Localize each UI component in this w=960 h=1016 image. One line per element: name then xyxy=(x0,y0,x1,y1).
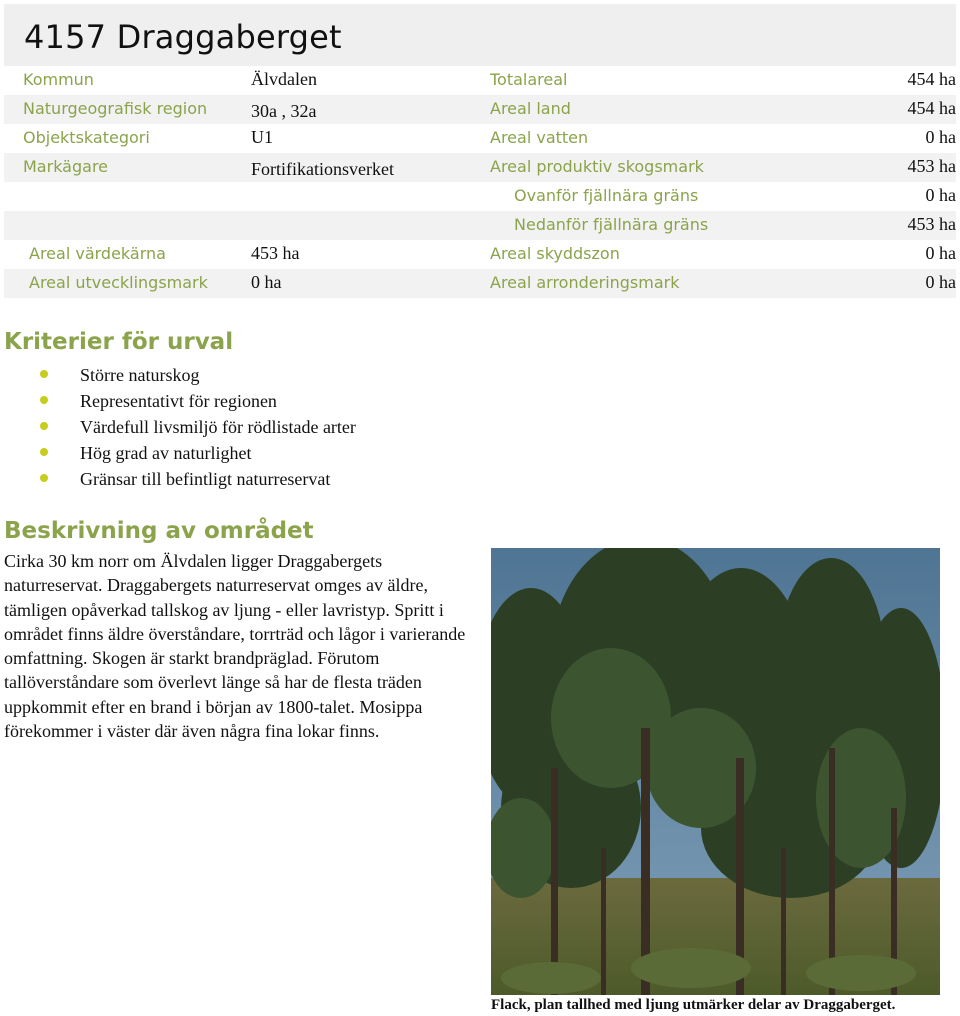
criteria-list xyxy=(40,362,356,492)
utvecklingsmark-value: 0 ha xyxy=(251,272,282,292)
vardekarna-value: 453 ha xyxy=(251,243,300,263)
list-item xyxy=(40,388,356,414)
facts-row xyxy=(4,269,956,298)
areal-land-value: 454 ha xyxy=(907,98,956,118)
page-title: 4157 Draggaberget xyxy=(24,18,342,56)
areal-land-label: Areal land xyxy=(490,99,571,118)
utvecklingsmark-label: Areal utvecklingsmark xyxy=(29,273,208,292)
bullet-icon xyxy=(40,448,48,456)
facts-row xyxy=(4,211,956,240)
areal-vatten-label: Areal vatten xyxy=(490,128,589,147)
criteria-item: Större naturskog xyxy=(80,365,200,385)
description-heading: Beskrivning av området xyxy=(4,518,314,544)
facts-row xyxy=(4,66,956,95)
bullet-icon xyxy=(40,422,48,430)
markagare-label: Markägare xyxy=(23,157,109,176)
criteria-item: Hög grad av naturlighet xyxy=(80,443,252,463)
criteria-item: Värdefull livsmiljö för rödlistade arter xyxy=(80,417,356,437)
facts-row xyxy=(4,95,956,124)
description-text: Cirka 30 km norr om Älvdalen ligger Draggabergets naturreservat. Draggabergets naturreservat omges av äldre, tämligen opåverkad tallskog av ljung - eller lavristyp. Spritt i området finns äldre överståndare, torrträd och lågor i varierande omfattning. Skogen är starkt brandpräglad. Förutom tallöverståndare som överlevt länge så har de flesta träden uppkommit efter en brand i början av 1800-talet. Mosippa förekommer i väster där även några fina lokar finns. xyxy=(4,551,466,742)
list-item xyxy=(40,440,356,466)
kommun-value: Älvdalen xyxy=(251,69,317,89)
bullet-icon xyxy=(40,396,48,404)
list-item xyxy=(40,362,356,388)
facts-row xyxy=(4,153,956,182)
nedanfor-label: Nedanför fjällnära gräns xyxy=(514,215,709,234)
ovanfor-value: 0 ha xyxy=(925,185,956,205)
naturgeo-label: Naturgeografisk region xyxy=(23,99,208,118)
photo-caption: Flack, plan tallhed med ljung utmärker delar av Draggaberget. xyxy=(491,997,896,1013)
kommun-label: Kommun xyxy=(23,70,94,89)
ovanfor-label: Ovanför fjällnära gräns xyxy=(514,186,699,205)
bullet-icon xyxy=(40,474,48,482)
naturgeo-value: 30a , 32a xyxy=(251,101,317,121)
title-bar xyxy=(4,4,956,66)
vardekarna-label: Areal värdekärna xyxy=(29,244,166,263)
facts-row xyxy=(4,240,956,269)
areal-produktiv-value: 453 ha xyxy=(907,156,956,176)
areal-produktiv-label: Areal produktiv skogsmark xyxy=(490,157,704,176)
facts-table xyxy=(4,66,956,298)
objektkategori-label: Objektskategori xyxy=(23,128,150,147)
objektkategori-value: U1 xyxy=(251,127,273,147)
criteria-item: Representativt för regionen xyxy=(80,391,277,411)
facts-row xyxy=(4,182,956,211)
forest-photo-graphic xyxy=(491,548,940,995)
arronderingsmark-label: Areal arronderingsmark xyxy=(490,273,680,292)
totalareal-value: 454 ha xyxy=(907,69,956,89)
forest-photo xyxy=(491,548,940,995)
arronderingsmark-value: 0 ha xyxy=(925,272,956,292)
skyddszon-value: 0 ha xyxy=(925,243,956,263)
list-item xyxy=(40,466,356,492)
nedanfor-value: 453 ha xyxy=(907,214,956,234)
totalareal-label: Totalareal xyxy=(490,70,568,89)
criteria-item: Gränsar till befintligt naturreservat xyxy=(80,469,331,489)
skyddszon-label: Areal skyddszon xyxy=(490,244,620,263)
facts-row xyxy=(4,124,956,153)
areal-vatten-value: 0 ha xyxy=(925,127,956,147)
markagare-value: Fortifikationsverket xyxy=(251,159,394,179)
bullet-icon xyxy=(40,370,48,378)
criteria-heading: Kriterier för urval xyxy=(4,329,234,355)
list-item xyxy=(40,414,356,440)
